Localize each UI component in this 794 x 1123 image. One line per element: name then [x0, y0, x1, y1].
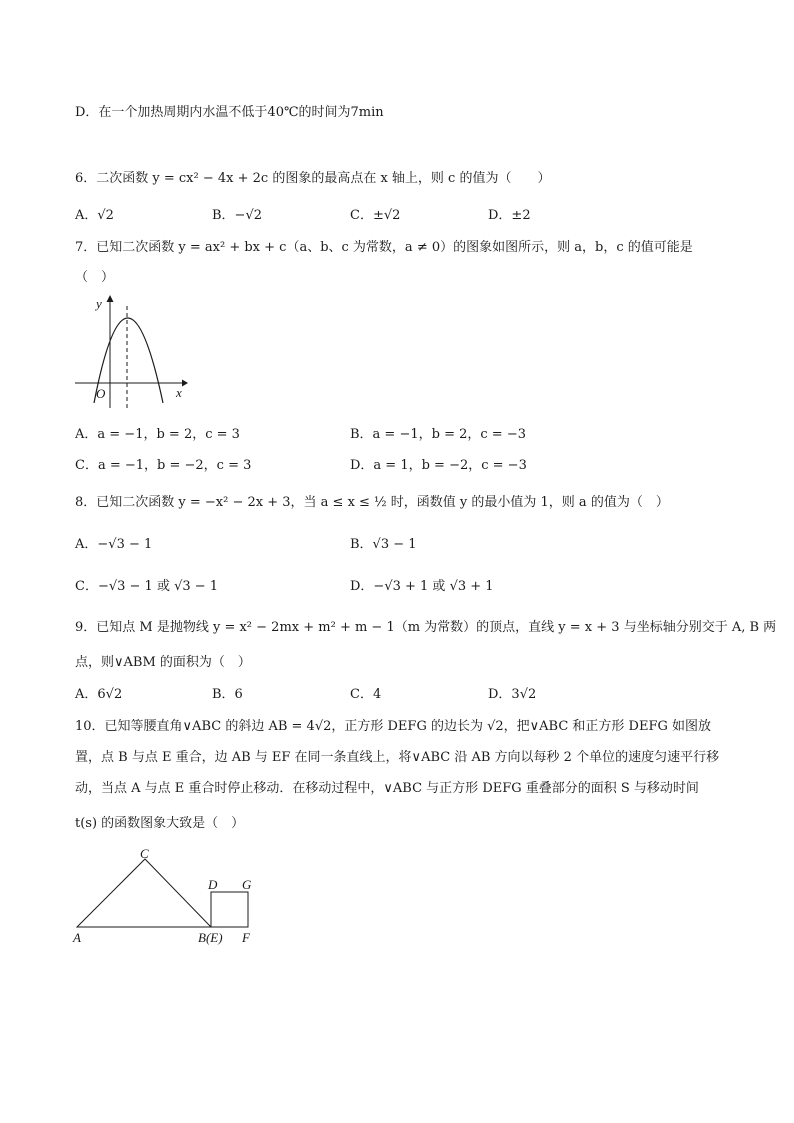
q10-stem-line3: 动，当点 A 与点 E 重合时停止移动．在移动过程中，∨ABC 与正方形 DEFG 重叠部分的面积 S 与移动时间	[75, 781, 699, 796]
q9-stem-line2: 点，则∨ABM 的面积为（ ）	[75, 655, 251, 670]
q7-parabola-figure	[70, 292, 190, 412]
q10-stem-line1: 10．已知等腰直角∨ABC 的斜边 AB = 4√2，正方形 DEFG 的边长为 √2，把∨ABC 和正方形 DEFG 如图放	[75, 719, 712, 734]
q6-stem: 6．二次函数 y = cx² − 4x + 2c 的图象的最高点在 x 轴上，则 c 的值为（ ）	[75, 171, 551, 186]
q8-option-b: B．√3 − 1	[350, 537, 417, 552]
q7-option-b: B．a = −1，b = 2，c = −3	[350, 427, 526, 442]
q10-triangle-abc	[77, 859, 211, 927]
q7-label-origin: O	[96, 386, 106, 401]
q6-option-a: A．√2	[75, 208, 114, 223]
q8-option-a: A．−√3 − 1	[75, 537, 153, 552]
q9-option-b: B．6	[212, 687, 243, 702]
q7-stem-line1: 7．已知二次函数 y = ax² + bx + c（a、b、c 为常数，a ≠ 0）的图象如图所示，则 a，b，c 的值可能是	[75, 240, 693, 255]
q5-option-d: D．在一个加热周期内水温不低于40℃的时间为7min	[75, 105, 384, 120]
q7-x-axis-arrow	[182, 380, 188, 387]
q8-stem: 8．已知二次函数 y = −x² − 2x + 3，当 a ≤ x ≤ ½ 时，函数值 y 的最小值为 1，则 a 的值为（ ）	[75, 495, 669, 510]
q7-y-axis-arrow	[107, 295, 114, 302]
q7-option-a: A．a = −1，b = 2，c = 3	[75, 427, 240, 442]
q7-option-d: D．a = 1，b = −2，c = −3	[350, 458, 527, 473]
q7-stem-line2: （ ）	[75, 270, 115, 285]
q10-label-d: D	[208, 877, 218, 892]
q8-option-c: C．−√3 − 1 或 √3 − 1	[75, 579, 219, 594]
q10-triangle-square-figure	[70, 845, 270, 945]
q7-label-x: x	[176, 385, 182, 400]
q10-label-c: C	[140, 846, 149, 861]
q6-option-d: D．±2	[488, 208, 531, 223]
q9-option-d: D．3√2	[488, 687, 537, 702]
q10-stem-line2: 置，点 B 与点 E 重合，边 AB 与 EF 在同一条直线上，将∨ABC 沿 AB 方向以每秒 2 个单位的速度匀速平行移	[75, 750, 720, 765]
q10-square-defg	[211, 892, 248, 927]
q7-label-y: y	[96, 296, 102, 311]
q10-label-a: A	[73, 930, 81, 945]
q10-stem-line4: t(s) 的函数图象大致是（ ）	[75, 816, 245, 831]
q6-option-b: B．−√2	[212, 208, 263, 223]
q10-label-b-e: B(E)	[198, 930, 223, 945]
q8-option-d: D．−√3 + 1 或 √3 + 1	[350, 579, 494, 594]
q10-label-f: F	[242, 930, 250, 945]
q7-option-c: C．a = −1，b = −2，c = 3	[75, 458, 252, 473]
q6-option-c: C．±√2	[350, 208, 401, 223]
q9-option-a: A．6√2	[75, 687, 123, 702]
q9-option-c: C．4	[350, 687, 382, 702]
q10-label-g: G	[242, 877, 252, 892]
q9-stem-line1: 9．已知点 M 是抛物线 y = x² − 2mx + m² + m − 1（m 为常数）的顶点，直线 y = x + 3 与坐标轴分别交于 A, B 两	[75, 620, 777, 635]
